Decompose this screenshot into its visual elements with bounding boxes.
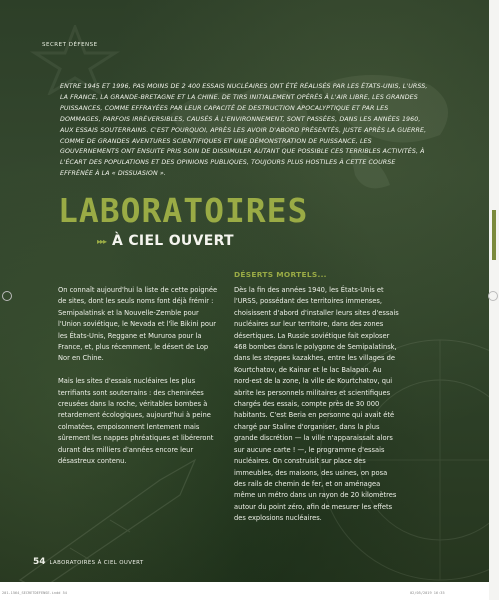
registration-mark-left: [2, 291, 12, 301]
section-label: SECRET DÉFENSE: [42, 42, 98, 48]
triple-arrow-icon: ▸▸▸: [97, 236, 107, 246]
page-number: 54: [33, 557, 46, 567]
running-title: LABORATOIRES À CIEL OUVERT: [49, 560, 144, 566]
page-title: LABORATOIRES: [58, 191, 309, 230]
page-footer: [33, 549, 144, 568]
left-column: [58, 285, 220, 479]
registration-mark-right: [488, 291, 498, 301]
section-heading: DÉSERTS MORTELS...: [234, 270, 327, 279]
subtitle-text: À CIEL OUVERT: [112, 233, 234, 249]
left-paragraph-2: Mais les sites d'essais nucléaires les plus terrifiants sont souterrains : des cheminées creusées dans la roche, véritables bombes à retardement écologiques, aujourd'hui à peine colmatées, empoisonnent lentement mais sûrement les nappes phréatiques et libéreront durant des milliers d'années encore leur désastreux contenu.: [58, 377, 214, 466]
page-subtitle: [97, 233, 234, 249]
edge-tab-marker: [492, 210, 496, 260]
intro-paragraph: ENTRE 1945 ET 1996, PAS MOINS DE 2 400 ESSAIS NUCLÉAIRES ONT ÉTÉ RÉALISÉS PAR LES ÉTATS-UNIS, L'URSS, LA FRANCE, LA GRANDE-BRETAGNE ET LA CHINE. DE TIRS INITIALEMENT OPÉRÉS À L'AIR LIBRE, LES GRANDES PUISSANCES, COMME EFFRAYÉES PAR LEUR CAPACITÉ DE DESTRUCTION APOCALYPTIQUE ET PAR LES DOMMAGES, PARFOIS IRRÉVERSIBLES, CAUSÉS À L'ENVIRONNEMENT, SONT PASSÉES, DANS LES ANNÉES 1960, AUX ESSAIS SOUTERRAINS. C'EST POURQUOI, APRÈS LES AVOIR D'ABORD PRÉSENTÉS, JUSTE APRÈS LA GUERRE, COMME DE GRANDES AVENTURES SCIENTIFIQUES ET UNE DÉMONSTRATION DE PUISSANCE, LES GOUVERNEMENTS ONT ENSUITE PRIS SOIN DE DISSIMULER AUTANT QUE POSSIBLE CES TERRIBLES ACTIVITÉS, À L'ÉCART DES POPULATIONS ET DES OPINIONS PUBLIQUES, TOUJOURS PLUS HOSTILES À CETTE COURSE EFFRÉNÉE À LA « DISSUASION ».: [60, 83, 428, 178]
left-paragraph-1: On connaît aujourd'hui la liste de cette poignée de sites, dont les seuls noms font déjà frémir : Semipalatinsk et la Nouvelle-Zemble pour l'Union soviétique, le Nevada et l'île Bikini pour les États-Unis, Reggane et Mururoa pour la France, et, plus récemment, le désert de Lop Nor en Chine.: [58, 286, 218, 363]
right-paragraph-1: Dès la fin des années 1940, les États-Unis et l'URSS, possédant des territoires immenses, choisissent d'abord d'installer leurs sites d'essais nucléaires sur leur territoire, dans des zones désertiques. La Russie soviétique fait exploser 468 bombes dans le polygone de Semipalatinsk, dans les steppes kazakhes, entre les villages de Kourtchatov, de Kainar et le lac Balapan. Au nord-est de la zone, la ville de Kourtchatov, qui abrite les personnels militaires et scientifiques chargés des essais, compte près de 30 000 habitants. C'est Beria en personne qui avait été chargé par Staline d'organiser, dans la plus grande discrétion — la ville n'apparaissait alors sur aucune carte ! —, le programme d'essais nucléaires. On construisit sur place des immeubles, des maisons, des usines, on posa des rails de chemin de fer, et on aménagea même un métro dans un rayon de 20 kilomètres autour du point zéro, afin de mesurer les effets des explosions nucléaires.: [234, 286, 399, 523]
print-slug-left: 201-1564_SECRETDEFENSE.indd 54: [2, 591, 67, 595]
print-slug-right: 02/05/2019 16:35: [410, 591, 445, 595]
right-column: [234, 285, 400, 536]
